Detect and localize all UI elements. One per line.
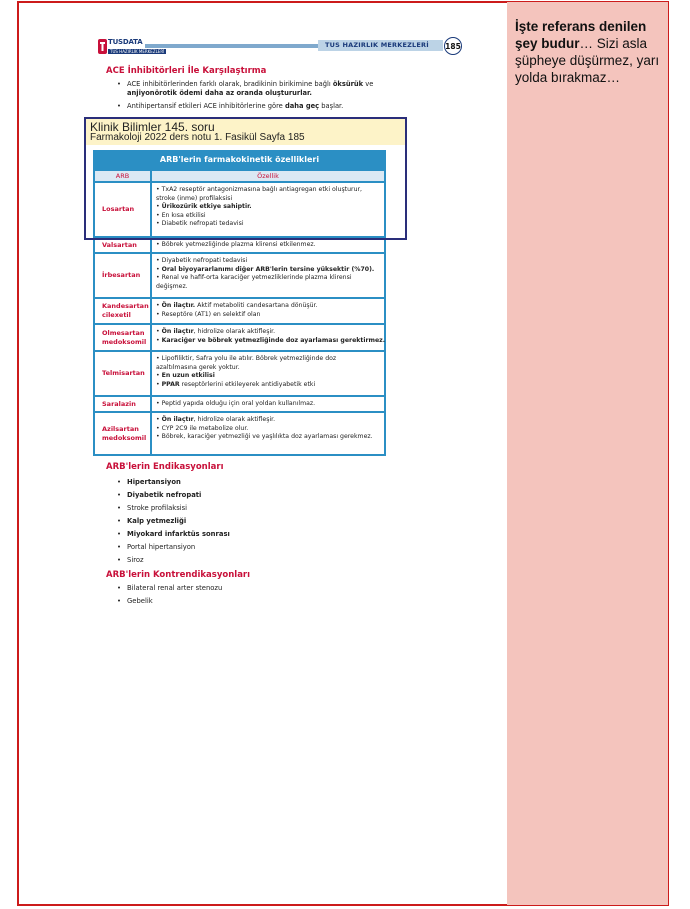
section-contraindications-title: ARB'lerin Kontrendikasyonları <box>106 570 251 580</box>
section-ace-list <box>117 80 389 115</box>
side-note-text: … Sizi asla şüpheye düşürmez, yarı yolda bırakmaz… <box>515 36 660 85</box>
table-row-props: • Ön ilaçtır, hidrolize olarak aktifleşir. • CYP 2C9 ile metabolize olur. • Böbrek, karaciğer yetmezliği ve yaşlılıkta doz ayarlaması gerekmez. <box>152 413 384 454</box>
reference-line-2: Farmakoloji 2022 ders notu 1. Fasikül Sayfa 185 <box>90 132 305 143</box>
list-item: • Antihipertansif etkileri ACE inhibitörlerine göre daha geç başlar. <box>117 102 389 111</box>
table-row-props: • Peptid yapıda olduğu için oral yoldan kullanılmaz. <box>152 397 384 411</box>
col-header-arb: ARB <box>95 171 150 181</box>
list-item: • Portal hipertansiyon <box>117 543 377 552</box>
table-row-props: • Diyabetik nefropati tedavisi • Oral biyoyararlanımı diğer ARB'lerin tersine yüksektir (%70). • Renal ve hafif-orta karaciğer yetmezliklerinde plazma klirensi değişmez. <box>152 254 384 297</box>
table-row-drug: Kandesartan cilexetil <box>95 299 150 323</box>
header-label: TUS HAZIRLIK MERKEZLERİ <box>325 41 429 49</box>
reference-line-1: Klinik Bilimler 145. soru <box>90 120 215 134</box>
list-item: • Kalp yetmezliği <box>117 517 377 526</box>
list-item: • Bilateral renal arter stenozu <box>117 584 377 593</box>
list-item: • Stroke profilaksisi <box>117 504 377 513</box>
logo-text: TUSDATA <box>108 38 143 46</box>
side-note <box>515 18 661 86</box>
logo-subtitle: TUS HAZIRLIK MERKEZLERİ <box>110 49 165 54</box>
section-indications-title: ARB'lerin Endikasyonları <box>106 462 224 472</box>
list-item: • Diyabetik nefropati <box>117 491 377 500</box>
side-note-bold: İşte referans denilen şey budur <box>515 19 647 51</box>
table-row-drug: Saralazin <box>95 397 150 411</box>
list-item: • ACE inhibitörlerinden farklı olarak, bradikinin birikimine bağlı öksürük ve anjiyonörotik ödemi daha az oranda oluştururlar. <box>117 80 389 98</box>
table-row-drug: Losartan <box>95 183 150 236</box>
table-title: ARB'lerin farmakokinetik özellikleri <box>159 155 320 164</box>
table-row-props: • Ön ilaçtır, hidrolize olarak aktifleşir. • Karaciğer ve böbrek yetmezliğinde doz ayarlaması gerektirmez. <box>152 325 384 350</box>
table-row-drug: Valsartan <box>95 238 150 252</box>
page-number: 185 <box>444 37 462 55</box>
table-row-props: • TxA2 reseptör antagonizmasına bağlı antiagregan etki oluşturur, stroke (inme) profilaksisi • Ürikozürik etkiye sahiptir. • En kısa etkilisi • Diabetik nefropati tedavisi <box>152 183 384 236</box>
side-panel <box>507 2 668 905</box>
list-item: • Miyokard infarktüs sonrası <box>117 530 377 539</box>
section-ace-title: ACE İnhibitörleri İle Karşılaştırma <box>106 66 267 76</box>
table-row-props: • Ön ilaçtır. Aktif metaboliti candesartana dönüşür. • Reseptöre (AT1) en selektif olan <box>152 299 384 323</box>
list-item: • Gebelik <box>117 597 377 606</box>
table-row-drug: Telmisartan <box>95 352 150 395</box>
table-row-drug: Azilsartan medoksomil <box>95 413 150 454</box>
indications-list <box>117 478 377 569</box>
table-row-drug: Olmesartan medoksomil <box>95 325 150 350</box>
list-item: • Hipertansiyon <box>117 478 377 487</box>
table-row-props: • Böbrek yetmezliğinde plazma klirensi etkilenmez. <box>152 238 384 252</box>
contraindications-list <box>117 584 377 610</box>
reference-box <box>84 117 407 240</box>
table-row-props: • Lipofiliktir, Safra yolu ile atılır. Böbrek yetmezliğinde doz azaltılmasına gerek yoktur. • En uzun etkilisi • PPAR reseptörlerini etkileyerek antidiyabetik etki <box>152 352 384 395</box>
table-row-drug: İrbesartan <box>95 254 150 297</box>
list-item: • Siroz <box>117 556 377 565</box>
col-header-ozellik: Özellik <box>152 171 384 181</box>
